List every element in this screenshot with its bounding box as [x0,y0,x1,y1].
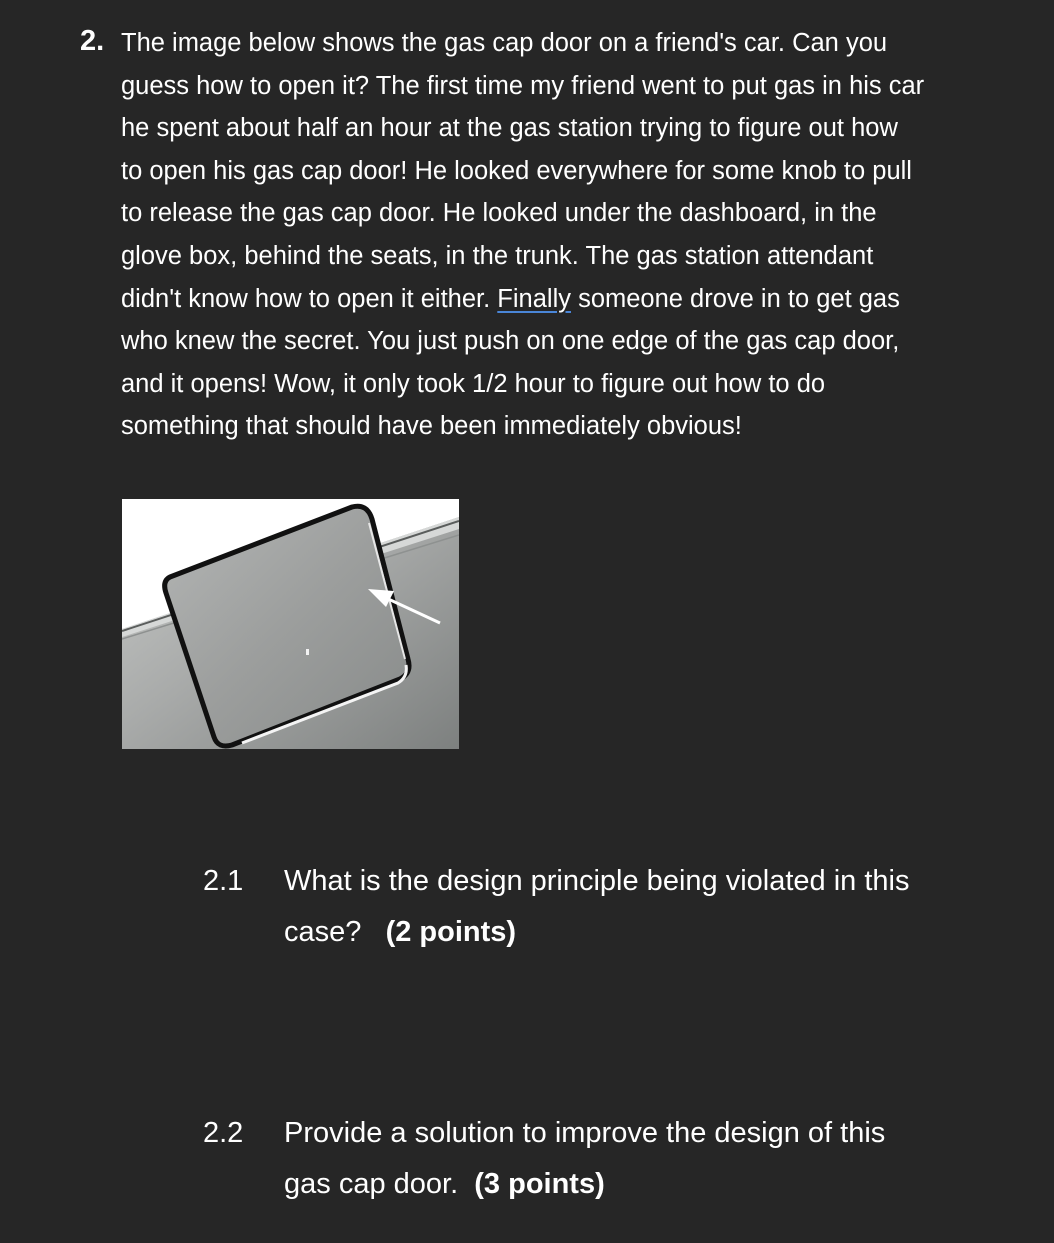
question-line: to open his gas cap door! He looked everywhere for some knob to pull [121,156,912,185]
points-label: (3 points) [474,1168,605,1200]
question-line: he spent about half an hour at the gas station trying to figure out how [121,114,898,143]
question-line-text: didn't know how to open it either. [121,284,491,313]
subquestion-line [284,1159,1044,1210]
subquestion-line: What is the design principle being violated in this [284,865,910,897]
question-line [121,278,1016,321]
subquestion-number: 2.2 [203,1117,244,1149]
subquestion-line [284,907,1044,958]
subquestion-line-text: gas cap door. [284,1168,459,1200]
points-label: (2 points) [385,916,517,948]
question-line: something that should have been immediately obvious! [121,412,742,441]
subquestion-text [284,856,1044,958]
question-line: glove box, behind the seats, in the trunk. The gas station attendant [121,241,874,270]
spellcheck-underlined-word: Finally [497,284,571,313]
subquestion-number: 2.1 [203,865,244,897]
gas-cap-door-photo [122,499,459,749]
gas-cap-door-illustration [122,499,459,749]
subquestion-line-text: case? [284,916,362,948]
question-body [121,22,1016,448]
question-line: guess how to open it? The first time my friend went to put gas in his car [121,71,925,100]
question-line: The image below shows the gas cap door on a friend's car. Can you [121,29,888,57]
question-line: and it opens! Wow, it only took 1/2 hour to figure out how to do [121,369,826,398]
subquestion-line: Provide a solution to improve the design of this [284,1117,886,1149]
question-line: to release the gas cap door. He looked under the dashboard, in the [121,199,877,228]
question-number: 2. [80,25,105,57]
question-line: who knew the secret. You just push on one edge of the gas cap door, [121,327,900,356]
question-line-text: someone drove in to get gas [570,284,900,313]
subquestion-text [284,1108,1044,1210]
